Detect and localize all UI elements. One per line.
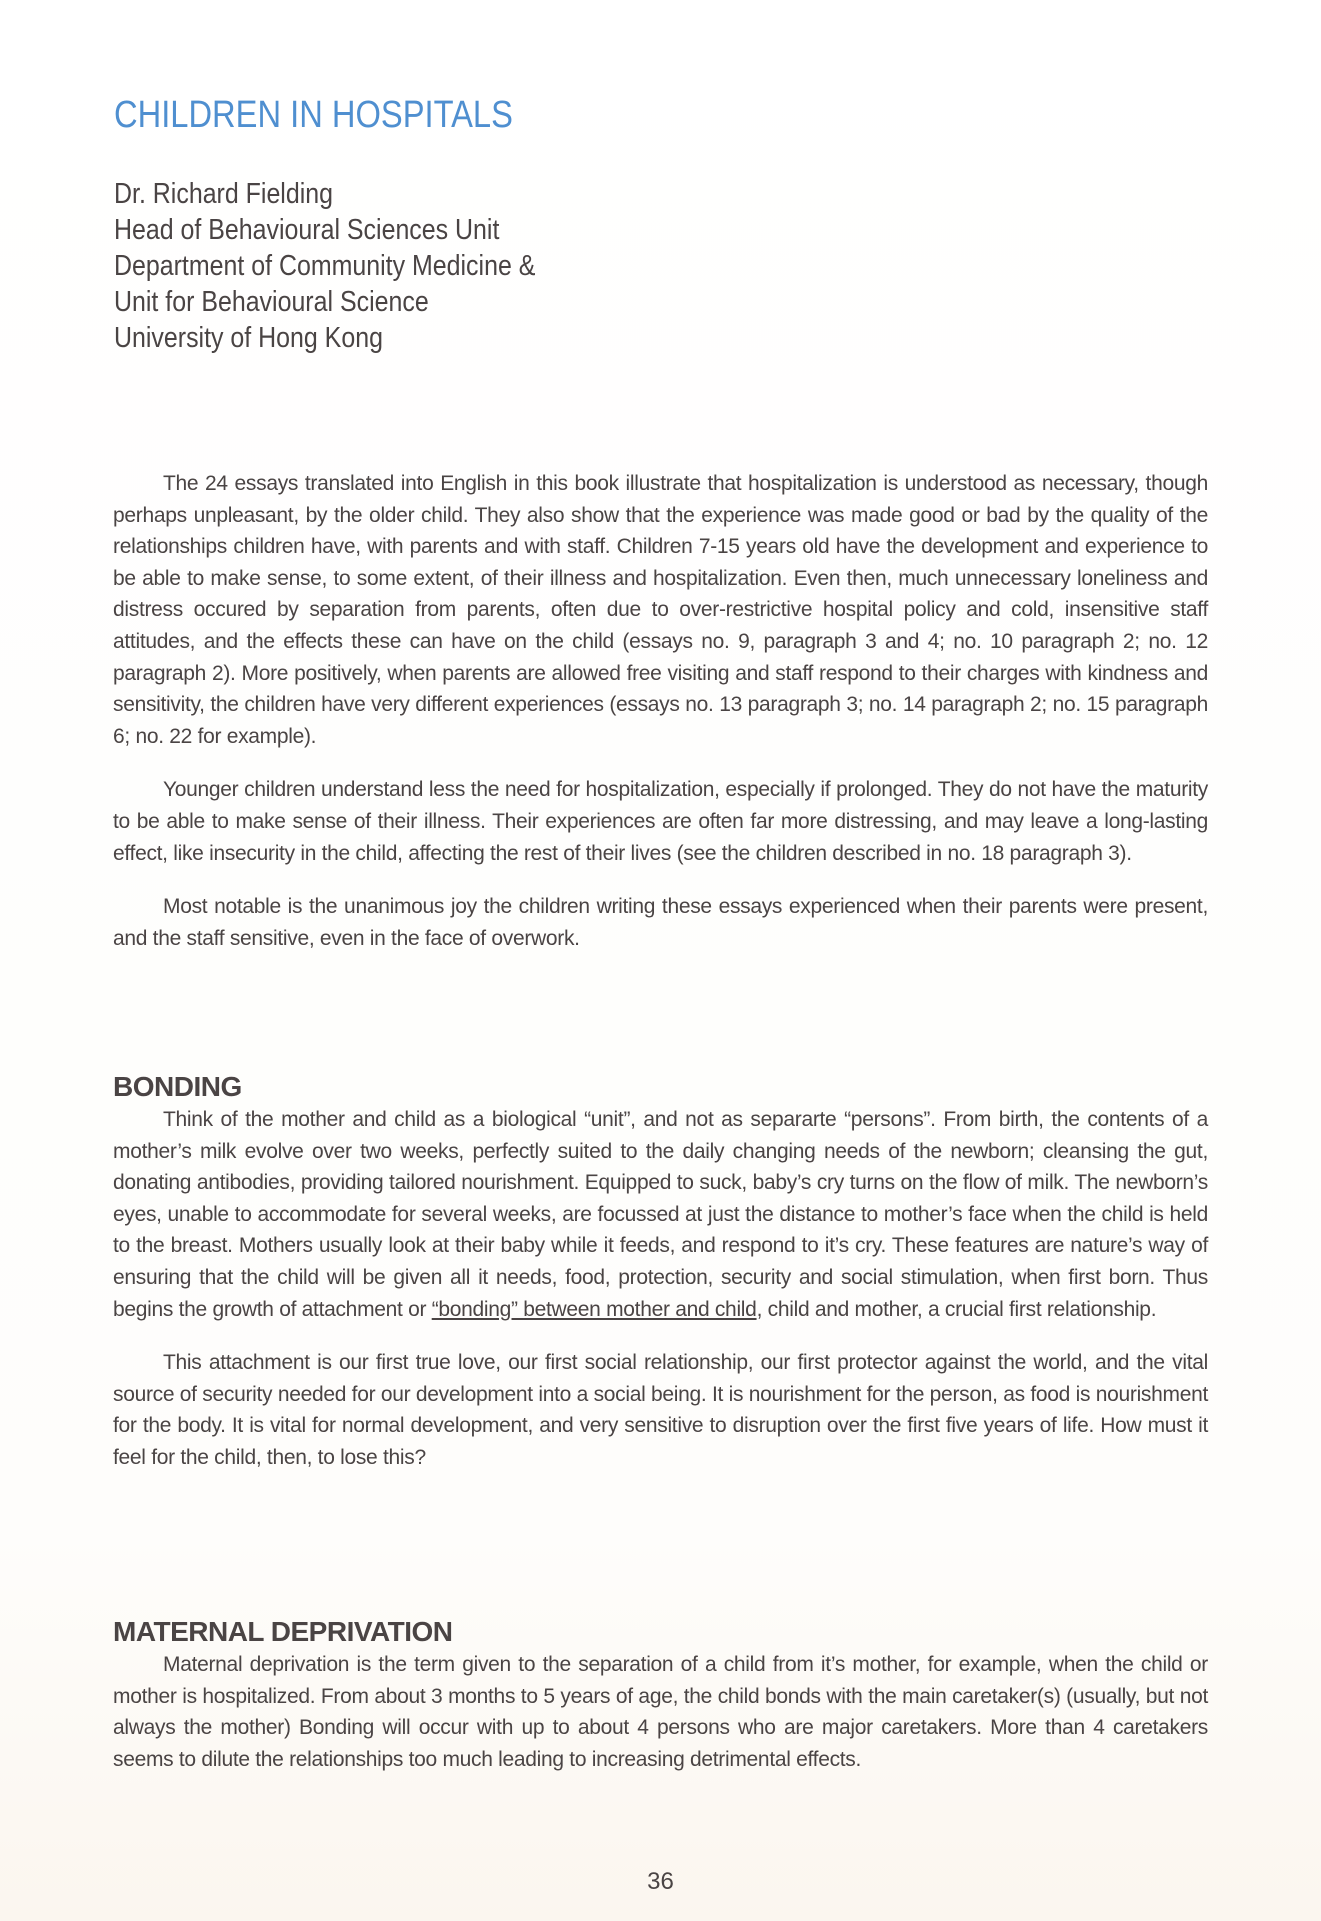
bonding-section: [113, 1070, 1208, 1474]
section-heading-bonding: BONDING: [113, 1071, 242, 1102]
intro-paragraph-1: The 24 essays translated into English in this book illustrate that hospitalization is understood as necessary, though perhaps unpleasant, by the older child. They also show that the experience was made good or bad by the quality of the relationships children have, with parents and with staff. Children 7-15 years old have the development and experience to be able to make sense, to some extent, of their illness and hospitalization. Even then, much unnecessary loneliness and distress occured by separation from parents, often due to over-restrictive hospital policy and cold, insensitive staff attitudes, and the effects these can have on the child (essays no. 9, paragraph 3 and 4; no. 10 paragraph 2; no. 12 paragraph 2). More positively, when parents are allowed free visiting and staff respond to their charges with kindness and sensitivity, the children have very different experiences (essays no. 13 paragraph 3; no. 14 paragraph 2; no. 15 paragraph 6; no. 22 for example).: [113, 472, 1208, 748]
intro-paragraph-3: Most notable is the unanimous joy the children writing these essays experienced when their parents were present, and the staff sensitive, even in the face of overwork.: [113, 895, 1208, 950]
page-number: 36: [647, 1868, 674, 1895]
author-block: [114, 176, 535, 356]
intro-section: [113, 468, 1208, 954]
author-position: Head of Behavioural Sciences Unit: [114, 214, 500, 246]
section-heading-maternal-deprivation: MATERNAL DEPRIVATION: [113, 1616, 453, 1647]
maternal-deprivation-section: [113, 1615, 1208, 1775]
bonding-paragraph-2: This attachment is our first true love, our first social relationship, our first protector against the world, and the vital source of security needed for our development into a social being. It is nourishment for the person, as food is nourishment for the body. It is vital for normal development, and very sensitive to disruption over the first five years of life. How must it feel for the child, then, to lose this?: [113, 1351, 1208, 1469]
author-unit: Unit for Behavioural Science: [114, 286, 429, 318]
bonding-underlined-phrase: “bonding” between mother and child: [431, 1297, 757, 1321]
page-title: CHILDREN IN HOSPITALS: [114, 94, 513, 136]
author-university: University of Hong Kong: [114, 322, 383, 354]
bonding-text-after: , child and mother, a crucial first relationship.: [756, 1297, 1157, 1321]
maternal-deprivation-paragraph-1: Maternal deprivation is the term given to the separation of a child from it’s mother, for example, when the child or mother is hospitalized. From about 3 months to 5 years of age, the child bonds with the main caretaker(s) (usually, but not always the mother) Bonding will occur with up to about 4 persons who are major caretakers. More than 4 caretakers seems to dilute the relationships too much leading to increasing detrimental effects.: [113, 1653, 1208, 1771]
bonding-text-before: Think of the mother and child as a biological “unit”, and not as separarte “persons”. From birth, the contents of a mother’s milk evolve over two weeks, perfectly suited to the daily changing needs of the newborn; cleansing the gut, donating antibodies, providing tailored nourishment. Equipped to suck, baby’s cry turns on the flow of milk. The newborn’s eyes, unable to accommodate for several weeks, are focussed at just the distance to mother’s face when the child is held to the breast. Mothers usually look at their baby while it feeds, and respond to it’s cry. These features are nature’s way of ensuring that the child will be given all it needs, food, protection, security and social stimulation, when first born. Thus begins the growth of attachment or: [113, 1108, 1208, 1321]
author-name: Dr. Richard Fielding: [114, 178, 334, 210]
intro-paragraph-2: Younger children understand less the need for hospitalization, especially if prolonged. They do not have the maturity to be able to make sense of their illness. Their experiences are often far more distressing, and may leave a long-lasting effect, like insecurity in the child, affecting the rest of their lives (see the children described in no. 18 paragraph 3).: [113, 778, 1208, 865]
bonding-paragraph-1: [113, 1104, 1208, 1325]
author-department: Department of Community Medicine &: [114, 250, 536, 282]
